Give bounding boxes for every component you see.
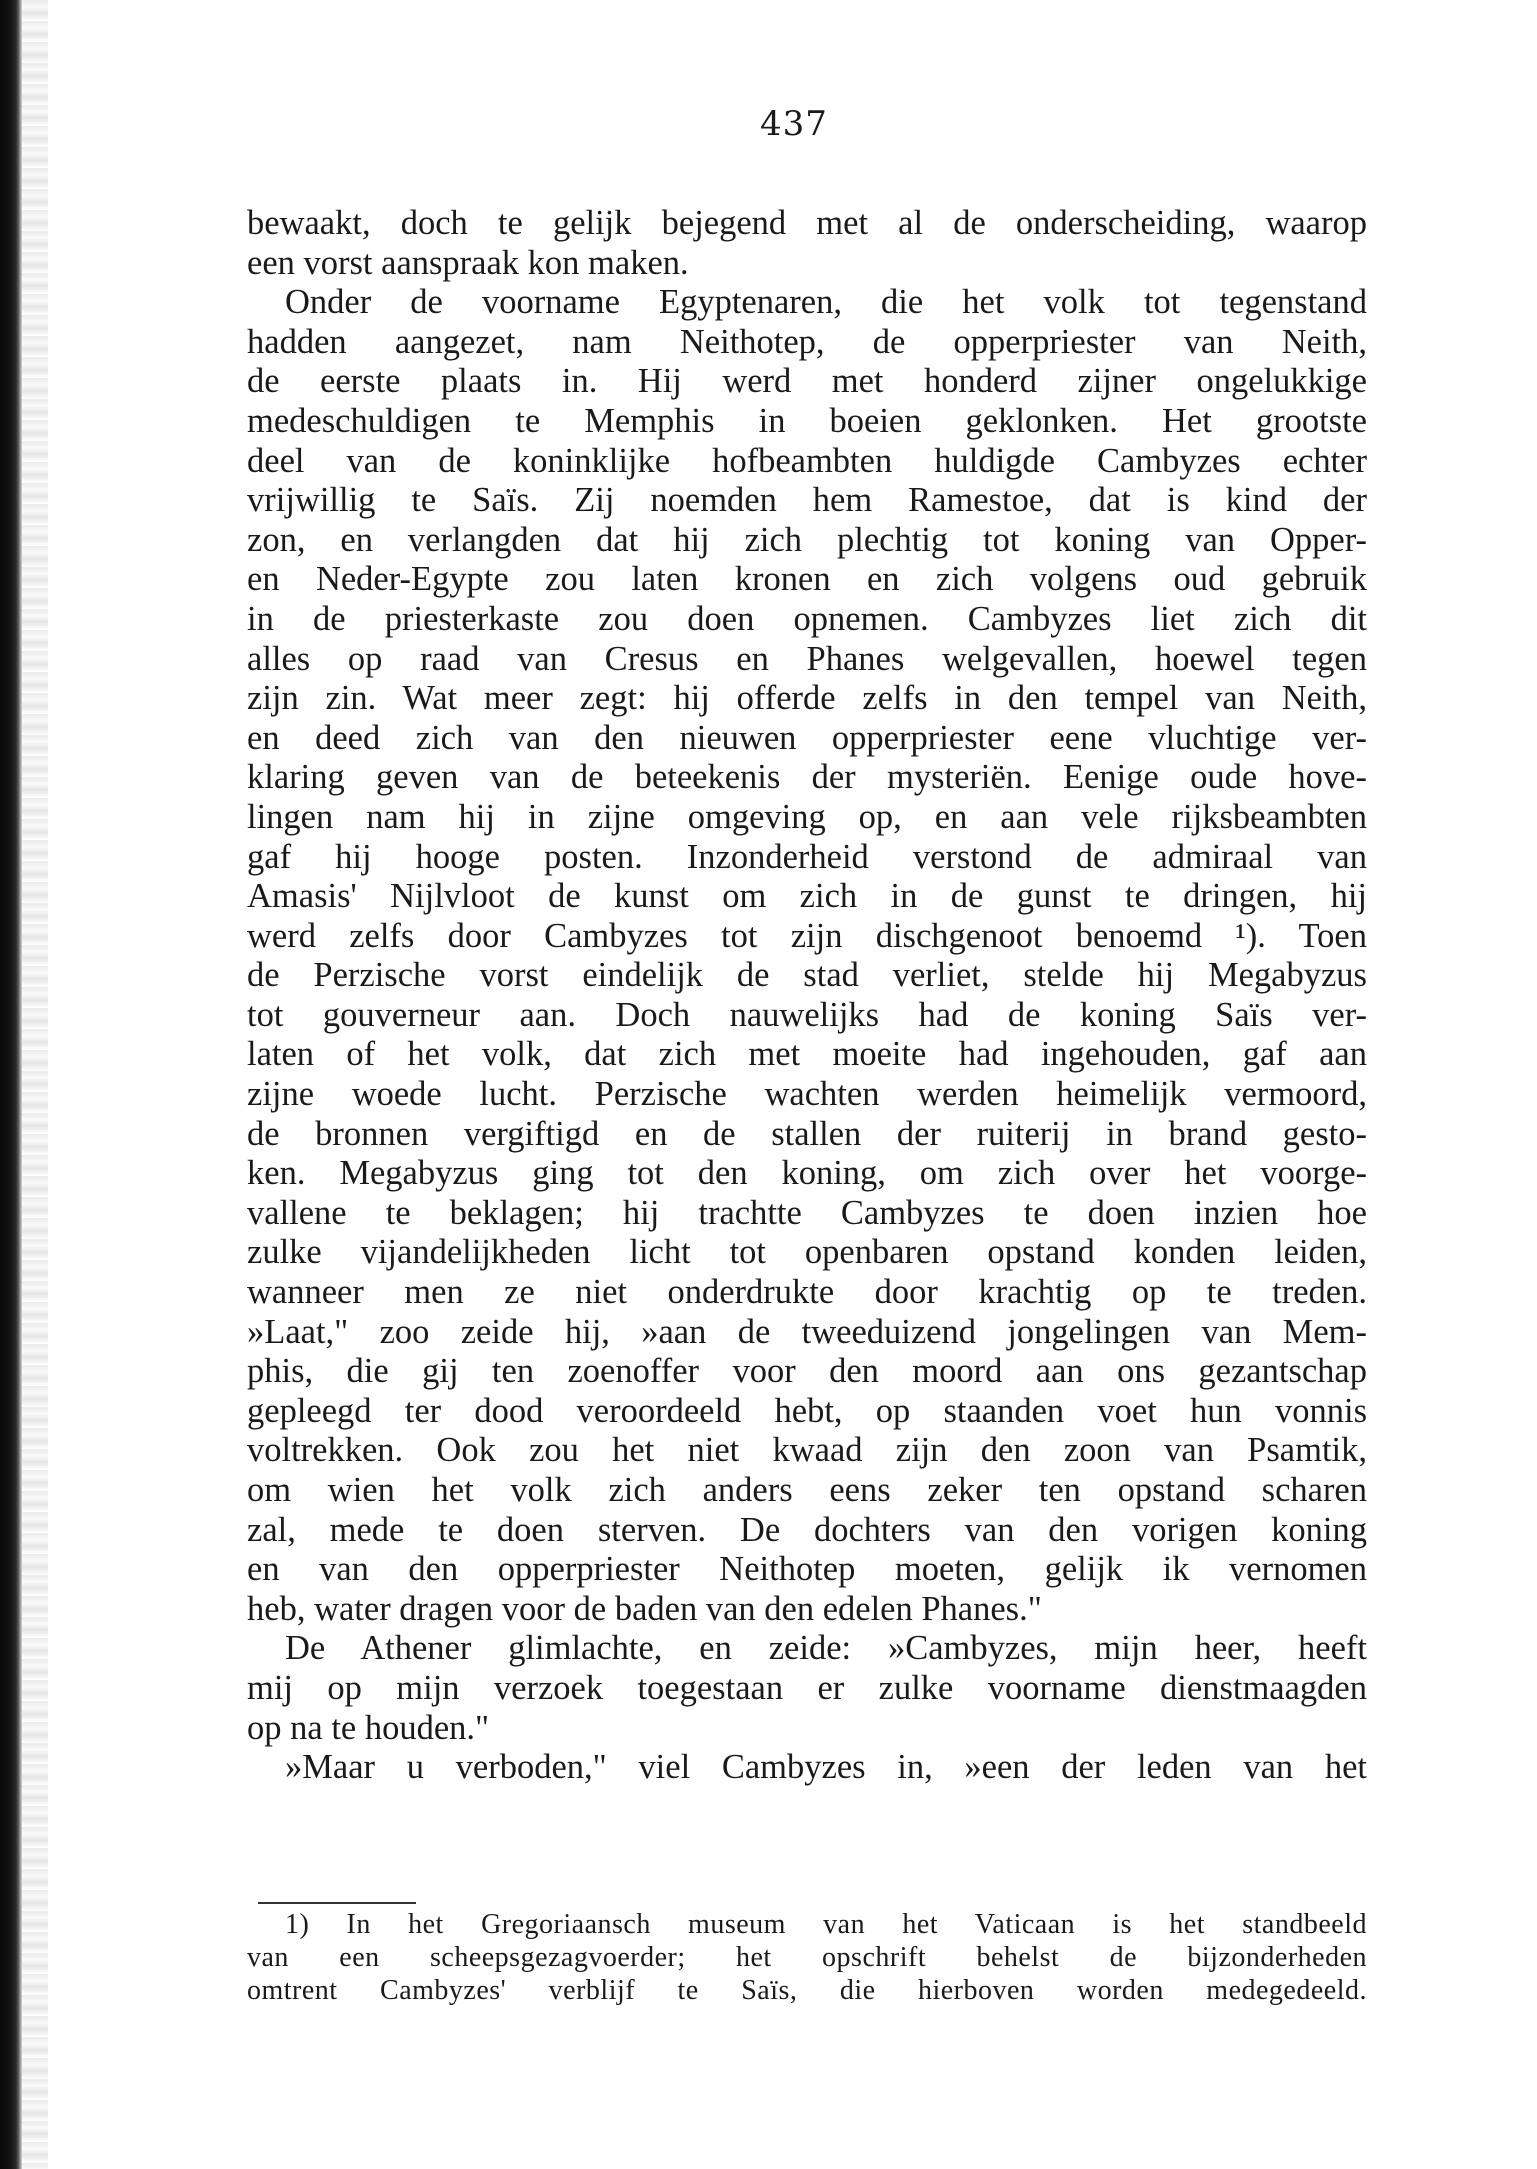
text-line: gepleegd ter dood veroordeeld hebt, op staanden voet hun vonnis xyxy=(247,1391,1367,1430)
text-line: ken. Megabyzus ging tot den koning, om zich over het voorge- xyxy=(247,1154,1367,1193)
binding-shadow xyxy=(22,0,48,2169)
text-line: zal, mede te doen sterven. De dochters van den vorigen koning xyxy=(247,1510,1367,1549)
text-line: deel van de koninklijke hofbeambten huldigde Cambyzes echter xyxy=(247,441,1367,480)
text-line: een vorst aanspraak kon maken. xyxy=(247,243,689,282)
text-line: en van den opperpriester Neithotep moeten, gelijk ik vernomen xyxy=(247,1550,1367,1589)
text-line: werd zelfs door Cambyzes tot zijn dischgenoot benoemd ¹). Toen xyxy=(247,916,1367,955)
text-line: »Maar u verboden," viel Cambyzes in, »een der leden van het xyxy=(285,1748,1367,1787)
text-line: zijn zin. Wat meer zegt: hij offerde zelfs in den tempel van Neith, xyxy=(247,679,1367,718)
text-line: »Laat," zoo zeide hij, »aan de tweeduizend jongelingen van Mem- xyxy=(247,1312,1367,1351)
text-line: en Neder-Egypte zou laten kronen en zich volgens oud gebruik xyxy=(247,560,1367,599)
text-line: lingen nam hij in zijne omgeving op, en aan vele rijksbeambten xyxy=(247,797,1367,836)
text-line: phis, die gij ten zoenoffer voor den moord aan ons gezantschap xyxy=(247,1352,1367,1391)
text-line: De Athener glimlachte, en zeide: »Cambyzes, mijn heer, heeft xyxy=(285,1629,1367,1668)
text-line: zulke vijandelijkheden licht tot openbaren opstand konden leiden, xyxy=(247,1233,1367,1272)
text-line: in de priesterkaste zou doen opnemen. Cambyzes liet zich dit xyxy=(247,599,1367,638)
text-line: alles op raad van Cresus en Phanes welgevallen, hoewel tegen xyxy=(247,639,1367,678)
text-line: de bronnen vergiftigd en de stallen der ruiterij in brand gesto- xyxy=(247,1114,1367,1153)
footnote-line: van een scheepsgezagvoerder; het opschrift behelst de bijzonderheden xyxy=(247,1942,1367,1973)
text-line: heb, water dragen voor de baden van den edelen Phanes." xyxy=(247,1589,1042,1628)
text-line: bewaakt, doch te gelijk bejegend met al de onderscheiding, waarop xyxy=(247,204,1367,242)
footnotes xyxy=(247,1908,1367,2007)
body-text xyxy=(247,204,1367,1788)
text-line: tot gouverneur aan. Doch nauwelijks had de koning Saïs ver- xyxy=(247,995,1367,1034)
text-line: de Perzische vorst eindelijk de stad verliet, stelde hij Megabyzus xyxy=(247,956,1367,995)
text-line: hadden aangezet, nam Neithotep, de opperpriester van Neith, xyxy=(247,322,1367,361)
text-line: wanneer men ze niet onderdrukte door krachtig op te treden. xyxy=(247,1273,1367,1312)
text-line: voltrekken. Ook zou het niet kwaad zijn den zoon van Psamtik, xyxy=(247,1431,1367,1470)
footnote-line: 1) In het Gregoriaansch museum van het Vaticaan is het standbeeld xyxy=(285,1909,1367,1940)
text-line: mij op mijn verzoek toegestaan er zulke voorname dienstmaagden xyxy=(247,1668,1367,1707)
footnote-divider xyxy=(258,1902,416,1904)
text-line: om wien het volk zich anders eens zeker ten opstand scharen xyxy=(247,1471,1367,1509)
text-line: en deed zich van den nieuwen opperpriester eene vluchtige ver- xyxy=(247,718,1367,757)
text-line: klaring geven van de beteekenis der mysteriën. Eenige oude hove- xyxy=(247,758,1367,797)
text-line: medeschuldigen te Memphis in boeien geklonken. Het grootste xyxy=(247,401,1367,440)
text-line: Amasis' Nijlvloot de kunst om zich in de gunst te dringen, hij xyxy=(247,877,1367,916)
text-line: vrijwillig te Saïs. Zij noemden hem Ramestoe, dat is kind der xyxy=(247,481,1367,520)
footnote-line: omtrent Cambyzes' verblijf te Saïs, die hierboven worden medegedeeld. xyxy=(247,1975,1367,2006)
text-line: zon, en verlangden dat hij zich plechtig tot koning van Opper- xyxy=(247,520,1367,559)
text-line: gaf hij hooge posten. Inzonderheid verstond de admiraal van xyxy=(247,837,1367,876)
text-line: Onder de voorname Egyptenaren, die het volk tot tegenstand xyxy=(285,283,1367,322)
page-number: 437 xyxy=(760,104,828,144)
text-line: laten of het volk, dat zich met moeite had ingehouden, gaf aan xyxy=(247,1035,1367,1074)
book-binding-edge xyxy=(0,0,22,2169)
text-line: zijne woede lucht. Perzische wachten werden heimelijk vermoord, xyxy=(247,1075,1367,1114)
text-line: vallene te beklagen; hij trachtte Cambyzes te doen inzien hoe xyxy=(247,1193,1367,1232)
text-line: de eerste plaats in. Hij werd met honderd zijner ongelukkige xyxy=(247,362,1367,401)
text-line: op na te houden." xyxy=(247,1708,490,1747)
